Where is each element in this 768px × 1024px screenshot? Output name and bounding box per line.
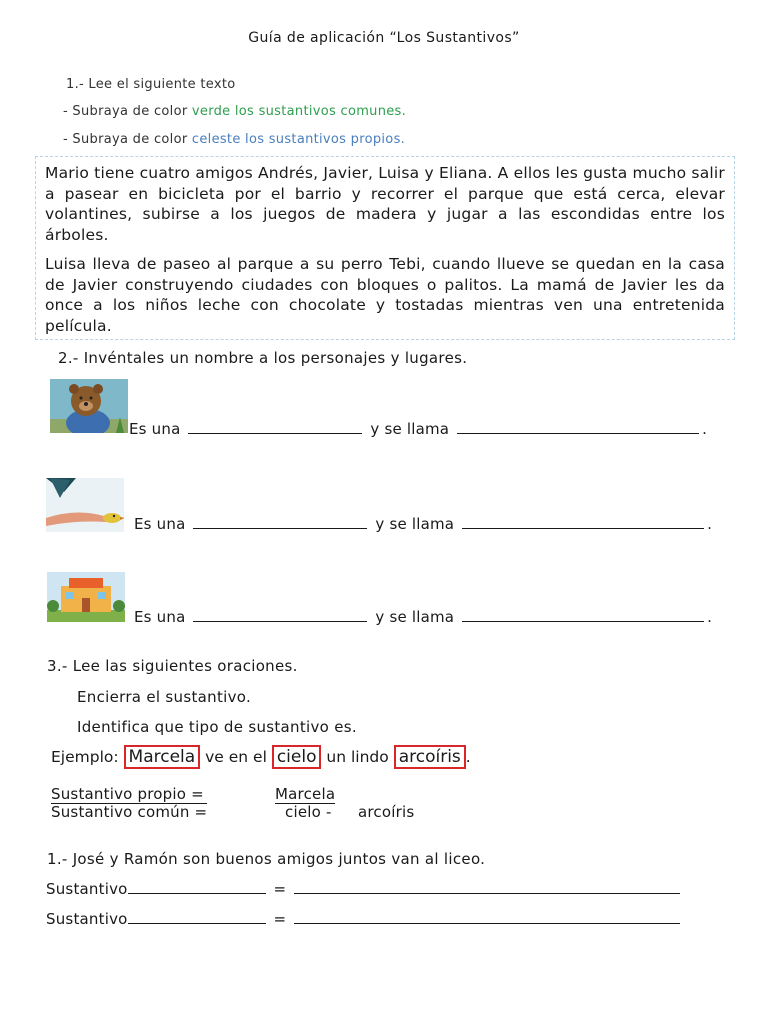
period: . [707,515,713,533]
step-identify: Identifica que tipo de sustantivo es. [77,718,357,736]
sustantivo-blank-1[interactable] [128,892,266,894]
instruction-blue [63,132,405,147]
school-illustration [47,572,125,626]
question-3: 3.- Lee las siguientes oraciones. [47,657,298,675]
example-boxed-noun-1: Marcela [124,745,201,769]
propio-value-text: Marcela [275,785,336,803]
sustantivo-type-blank-2[interactable] [294,922,680,924]
se-llama-label: y se llama [370,420,450,438]
example-label: Ejemplo: [51,748,119,766]
reading-text-box [35,156,735,340]
question-2: 2.- Invéntales un nombre a los personajes y lugares. [58,349,468,367]
instruction-green [63,104,406,119]
bear-illustration [50,379,128,433]
propio-label-text: Sustantivo propio = [51,785,207,804]
sustantivo-row-2 [46,910,683,928]
sustantivo-blank-2[interactable] [128,922,266,924]
sustantivo-label: Sustantivo [46,880,128,898]
sustantivo-type-blank-1[interactable] [294,892,680,894]
es-una-label: Es una [134,608,186,626]
instruction-read: 1.- Lee el siguiente texto [66,77,236,92]
name-line-3 [134,608,712,626]
sustantivo-row-1 [46,880,683,898]
example-end: . [465,748,471,766]
comun-value-2: arcoíris [358,803,415,821]
answer-blank-name-2[interactable] [462,527,704,529]
instruction-blue-prefix: - Subraya de color [63,132,192,147]
example-boxed-noun-2: cielo [272,745,322,769]
answer-blank-name-3[interactable] [462,620,704,622]
example-text-2: un lindo [326,748,389,766]
instruction-blue-emphasis: celeste los sustantivos propios. [191,132,406,147]
sentence-1: 1.- José y Ramón son buenos amigos juntos van al liceo. [47,850,486,868]
sustantivo-label: Sustantivo [46,910,128,928]
answer-blank-name-1[interactable] [457,432,699,434]
es-una-label: Es una [134,515,186,533]
instruction-green-emphasis: verde los sustantivos comunes. [191,104,407,119]
name-line-2 [134,515,712,533]
es-una-label: Es una [129,420,181,438]
equals-sign: = [273,910,287,928]
comun-value-1: cielo - [285,803,332,821]
instruction-green-prefix: - Subraya de color [63,104,192,119]
comun-label: Sustantivo común = [51,803,208,821]
propio-label [51,785,207,803]
step-encircle: Encierra el sustantivo. [77,688,252,706]
example-sentence [51,747,471,767]
equals-sign: = [273,880,287,898]
reading-paragraph-2: Luisa lleva de paseo al parque a su perro Tebi, cuando llueve se quedan en la casa de Javier construyendo ciudades con bloques o palitos. La mamá de Javier les da once a los niños leche con chocolate y tostadas mientras ven una entretenida película. [45,255,725,335]
answer-blank-type-1[interactable] [188,432,362,434]
propio-value [275,785,335,803]
answer-blank-type-3[interactable] [193,620,367,622]
se-llama-label: y se llama [375,608,455,626]
example-boxed-noun-3: arcoíris [394,745,466,769]
se-llama-label: y se llama [375,515,455,533]
reading-paragraph-1: Mario tiene cuatro amigos Andrés, Javier, Luisa y Eliana. A ellos les gusta mucho salir a pasear en bicicleta por el barrio y recorrer el parque que está cerca, elevar volantines, subirse a los juegos de madera y jugar a las escondidas entre los árboles. [45,164,725,244]
example-text-1: ve en el [205,748,267,766]
bird-illustration [46,478,124,532]
name-line-1 [129,420,707,438]
period: . [707,608,713,626]
answer-blank-type-2[interactable] [193,527,367,529]
period: . [702,420,708,438]
page-title: Guía de aplicación “Los Sustantivos” [248,30,520,46]
